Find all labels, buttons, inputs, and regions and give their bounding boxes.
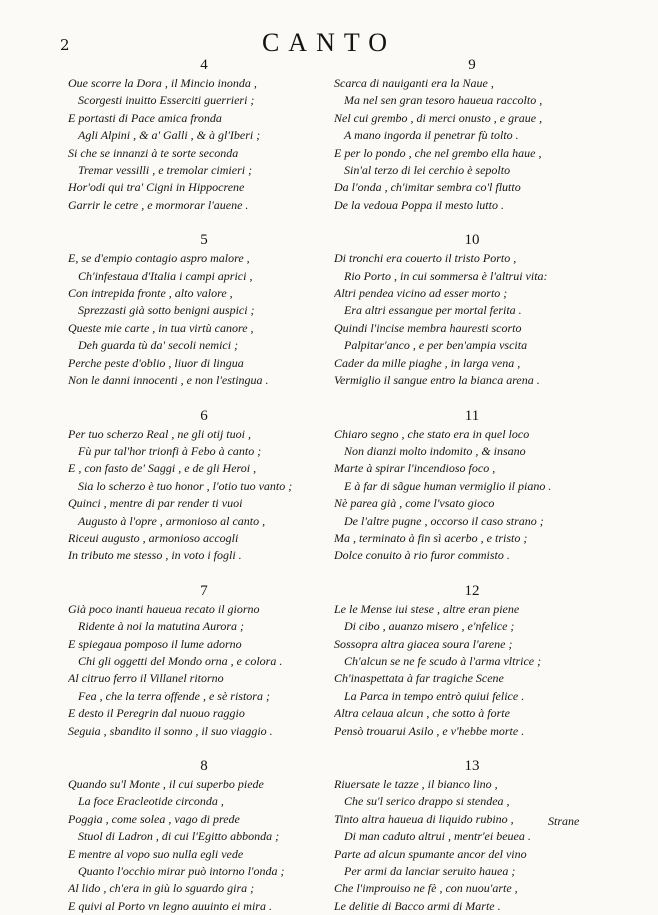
verse-line: Altri pendea vicino ad esser morto ; [334, 286, 508, 301]
verse-line: E spiegaua pomposo il lume adorno [68, 636, 242, 651]
stanza-number: 5 [200, 232, 208, 249]
verse-line: Sia lo scherzo è tuo honor , l'otio tuo vanto ; [78, 478, 293, 493]
verse-line: Ch'infestaua d'Italia i campi aprici , [78, 268, 253, 283]
verse-line: E mentre al vopo suo nulla egli vede [68, 846, 244, 861]
verse-line: E portasti di Pace amica fronda [68, 110, 222, 125]
verse-line: Garrir le cetre , e mormorar l'auene . [68, 197, 249, 212]
verse-line: De l'altre pugne , occorso il caso strano ; [344, 513, 544, 528]
stanza-number: 9 [468, 57, 476, 73]
page-number: 2 [60, 36, 70, 54]
verse-line: Tinto altra haueua di liquido rubino , [334, 811, 514, 826]
verse-line: Stuol di Ladron , di cui l'Egitto abbonda ; [78, 829, 280, 844]
stanza-number: 4 [200, 57, 208, 73]
verse-line: A mano ingorda il penetrar fù tolto . [344, 128, 519, 143]
verse-line: Tremar vessilli , e tremolar cimieri ; [78, 163, 253, 178]
verse-line: Al citruo ferro il Villanel ritorno [68, 671, 224, 686]
verse-line: Palpitar'anco , e per ben'ampia vscita [344, 338, 528, 353]
verse-line: Che l'improuiso ne fè , con nuou'arte , [334, 881, 518, 896]
verse-line: Quando su'l Monte , il cui superbo piede [68, 777, 264, 791]
verse-line: Da l'onda , ch'imitar sembra co'l flutto [334, 180, 521, 195]
verse-line: Riceui augusto , armonioso accogli [68, 530, 239, 545]
stanza [334, 407, 610, 565]
verse-line: Scorgesti inuitto Esserciti guerrieri ; [78, 93, 255, 108]
verse-line: Hor'odi qui tra' Cigni in Hippocrene [68, 180, 245, 195]
verse-line: Di cibo , auanzo misero , e'nfelice ; [344, 619, 515, 634]
stanza-number: 7 [200, 582, 208, 599]
verse-line: Per tuo scherzo Real , ne gli otij tuoi , [68, 426, 251, 441]
verse-line: Con intrepida fronte , alto valore , [68, 286, 233, 301]
verse-line: Ch'alcun se ne fe scudo à l'arma vltrice ; [344, 653, 542, 668]
stanza-number: 6 [200, 407, 208, 424]
verse-line: Poggia , come solea , vago di prede [68, 811, 240, 826]
verse-line: Ma , terminato à fin sì acerbo , e tristo ; [334, 530, 528, 545]
verse-line: Altra celaua alcun , che sotto à forte [334, 706, 510, 721]
verse-line: Si che se innanzi à te sorte seconda [68, 145, 239, 160]
verse-line: Deh guarda tù da' secoli nemici ; [78, 338, 239, 353]
verse-line: Oue scorre la Dora , il Mincio inonda , [68, 76, 257, 90]
stanza-number: 8 [200, 758, 208, 774]
verse-line: E , con fasto de' Saggi , e de gli Heroi , [68, 461, 257, 476]
verse-line: Di tronchi era couerto il tristo Porto , [334, 251, 517, 266]
stanza-gap [334, 740, 610, 757]
catchword: Strane [548, 814, 580, 828]
verse-line: Che su'l serico drappo si stendea , [344, 794, 510, 809]
right-column [334, 56, 610, 915]
verse-line: Al lido , ch'era in giù lo sguardo gira ; [68, 881, 255, 896]
verse-line: E quivi al Porto vn legno auuinto ei mira . [68, 898, 272, 913]
stanza [334, 56, 610, 214]
stanza-gap [68, 740, 340, 757]
stanza [68, 407, 340, 565]
stanza-number: 10 [464, 232, 480, 249]
stanza [68, 231, 340, 389]
verse-line: Seguia , sbandito il sonno , il suo viaggio . [68, 723, 273, 738]
verse-line: De la vedoua Poppa il mesto lutto . [334, 197, 504, 212]
verse-line: Dolce conuito à rio furor commisto . [334, 548, 510, 563]
left-column [68, 56, 340, 915]
verse-line: Fea , che la terra offende , e sè ristora ; [78, 688, 270, 703]
verse-line: La foce Eracleotide circonda , [78, 794, 224, 809]
verse-line: Scarca di nauiganti era la Naue , [334, 76, 494, 90]
verse-line: Era altri essangue per mortal ferita . [344, 303, 522, 318]
stanza-gap [334, 214, 610, 231]
verse-line: Non dianzi molto indomito , & insano [344, 443, 526, 458]
stanza [68, 56, 340, 214]
verse-line: Già poco inanti haueua recato il giorno [68, 601, 260, 616]
verse-line: Per armi da lanciar seruito hauea ; [344, 864, 516, 879]
stanza [334, 231, 610, 389]
verse-line: Ma nel sen gran tesoro haueua raccolto , [344, 93, 543, 108]
stanza-gap [68, 565, 340, 582]
stanza [68, 757, 340, 915]
verse-line: Cader da mille piaghe , in larga vena , [334, 355, 521, 370]
verse-line: Sprezzasti già sotto benigni auspici ; [78, 303, 255, 318]
stanza [334, 582, 610, 740]
stanza [334, 757, 610, 915]
verse-line: Vermiglio il sangue entro la bianca arena . [334, 373, 540, 388]
verse-line: Ch'inaspettata à far tragiche Scene [334, 671, 504, 686]
verse-line: E desto il Peregrin dal nuouo raggio [68, 706, 245, 721]
verse-line: In tributo me stesso , in voto i fogli . [68, 548, 242, 563]
verse-line: Di man caduto altrui , mentr'ei beuea . [344, 829, 531, 844]
verse-line: Quindi l'incise membra hauresti scorto [334, 320, 522, 335]
stanza [68, 582, 340, 740]
verse-line: La Parca in tempo entrò quiui felice . [344, 688, 525, 703]
verse-line: Rio Porto , in cui sommersa è l'altrui vita: [344, 268, 548, 283]
verse-line: Chiaro segno , che stato era in quel loco [334, 426, 530, 441]
verse-line: Quanto l'occhio mirar può intorno l'onda ; [78, 864, 285, 879]
verse-line: Quinci , mentre di par render ti vuoi [68, 496, 243, 511]
verse-line: Agli Alpini , & a' Galli , & à gl'Iberi ; [78, 128, 261, 143]
verse-line: Queste mie carte , in tua virtù canore , [68, 320, 254, 335]
stanza-gap [68, 214, 340, 231]
verse-line: Pensò trouarui Asilo , e v'hebbe morte . [334, 723, 525, 738]
verse-line: Non le danni innocenti , e non l'estingua . [68, 373, 269, 388]
verse-line: Riuersate le tazze , il bianco lino , [334, 777, 498, 791]
verse-line: Fù pur tal'hor trionfi à Febo à canto ; [78, 443, 262, 458]
verse-line: Chi gli oggetti del Mondo orna , e colora . [78, 653, 283, 668]
verse-line: Nè parea già , come l'vsato gioco [334, 496, 495, 511]
stanza-number: 11 [464, 407, 480, 424]
stanza-number: 13 [464, 758, 480, 774]
verse-line: Nel cui grembo , di merci onusto , e graue , [334, 110, 543, 125]
stanza-gap [334, 565, 610, 582]
stanza-number: 12 [464, 582, 480, 599]
verse-line: Le le Mense iui stese , altre eran piene [334, 601, 520, 616]
verse-line: E per lo pondo , che nel grembo ella haue , [334, 145, 542, 160]
verse-line: Augusto à l'opre , armonioso al canto , [78, 513, 266, 528]
stanza-gap [334, 390, 610, 407]
verse-line: E à far di sãgue human vermiglio il piano . [344, 478, 552, 493]
verse-line: Ridente à noi la matutina Aurora ; [78, 619, 244, 634]
verse-line: Parte ad alcun spumante ancor del vino [334, 846, 527, 861]
verse-line: Perche peste d'oblio , liuor di lingua [68, 355, 244, 370]
stanza-gap [68, 390, 340, 407]
verse-line: Le delitie di Bacco armi di Marte . [334, 898, 501, 913]
verse-line: Sin'al terzo di lei cerchio è sepolto [344, 163, 511, 178]
verse-line: Sossopra altra giacea soura l'arene ; [334, 636, 513, 651]
running-head: CANTO [261, 28, 397, 57]
verse-line: E, se d'empio contagio aspro malore , [68, 251, 250, 266]
verse-line: Marte à spirar l'incendioso foco , [334, 461, 496, 476]
